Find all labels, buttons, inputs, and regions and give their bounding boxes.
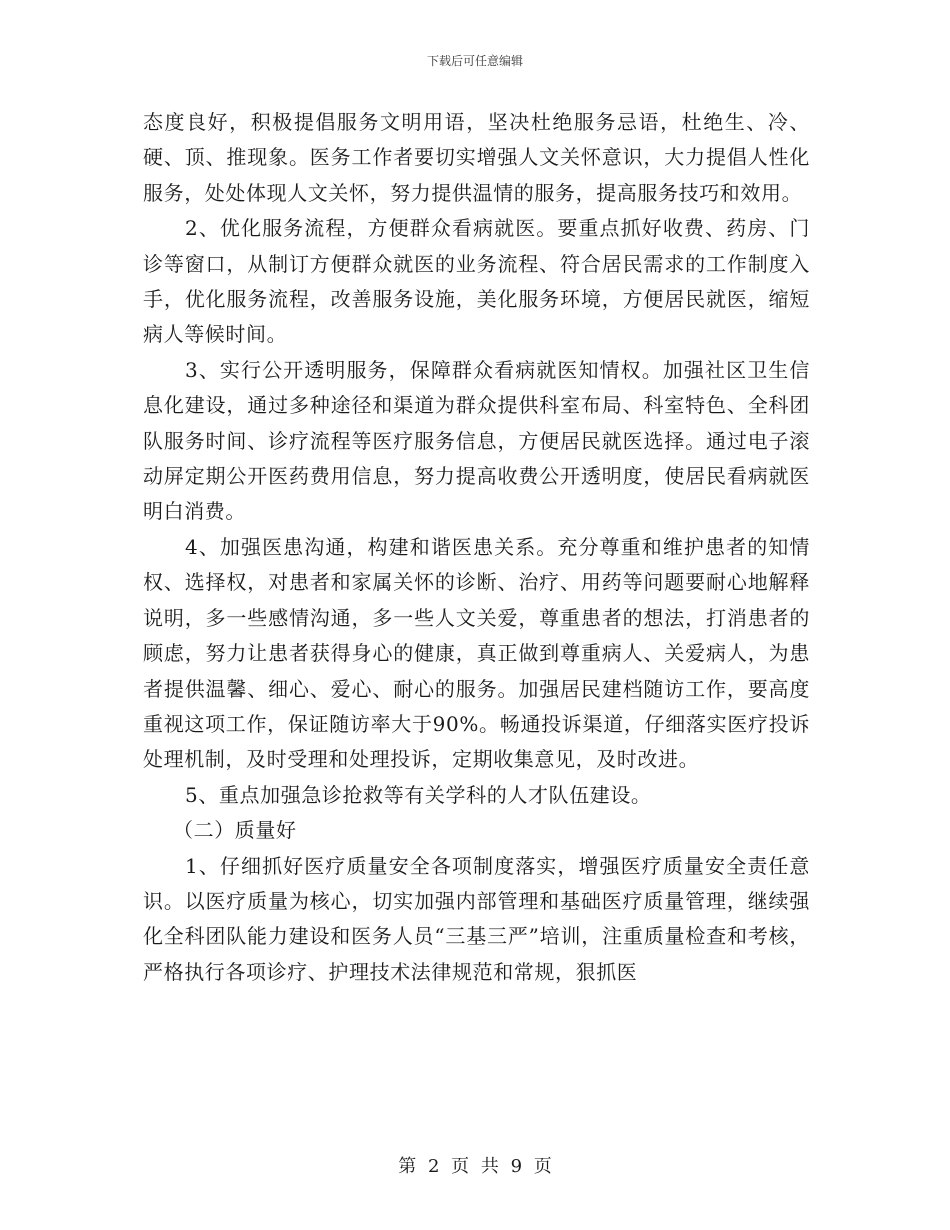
paragraph-transparent-service: 3、实行公开透明服务，保障群众看病就医知情权。加强社区卫生信息化建设，通过多种途径和渠道为群众提供科室布局、科室特色、全科团队服务时间、诊疗流程等医疗服务信息，方便居民就医选择。通过电子滚动屏定期公开医药费用信息，努力提高收费公开透明度，使居民看病就医明白消费。 xyxy=(143,357,810,524)
paragraph-doctor-patient-communication: 4、加强医患沟通，构建和谐医患关系。充分尊重和维护患者的知情权、选择权，对患者和家属关怀的诊断、治疗、用药等问题要耐心地解释说明，多一些感情沟通，多一些人文关爱，尊重患者的想法，打消患者的顾虑，努力让患者获得身心的健康，真正做到尊重病人、关爱病人，为患者提供温馨、细心、爱心、耐心的服务。加强居民建档随访工作，要高度重视这项工作，保证随访率大于90%。畅通投诉渠道，仔细落实医疗投诉处理机制，及时受理和处理投诉，定期收集意见，及时改进。 xyxy=(143,534,810,772)
paragraph-talent-team: 5、重点加强急诊抢救等有关学科的人才队伍建设。 xyxy=(185,782,652,807)
paragraph-service-attitude: 态度良好，积极提倡服务文明用语，坚决杜绝服务忌语，杜绝生、冷、硬、顶、推现象。医务工作者要切实增强人文关怀意识，大力提倡人性化服务，处处体现人文关怀，努力提供温情的服务，提高服务技巧和效用。 xyxy=(143,110,810,205)
paragraph-optimize-process: 2、优化服务流程，方便群众看病就医。要重点抓好收费、药房、门诊等窗口，从制订方便群众就医的业务流程、符合居民需求的工作制度入手，优化服务流程，改善服务设施，美化服务环境，方便居民就医，缩短病人等候时间。 xyxy=(143,216,810,347)
page-header-note: 下载后可任意编辑 xyxy=(426,54,523,68)
document-body xyxy=(143,105,810,990)
paragraph-quality-safety: 1、仔细抓好医疗质量安全各项制度落实，增强医疗质量安全责任意识。以医疗质量为核心，切实加强内部管理和基础医疗质量管理，继续强化全科团队能力建设和医务人员“三基三严”培训，注重质量检查和考核，严格执行各项诊疗、护理技术法律规范和常规，狠抓医 xyxy=(143,853,810,984)
page-number-footer: 第 2 页 共 9 页 xyxy=(398,1156,552,1177)
section-heading-quality: （二）质量好 xyxy=(173,818,297,843)
